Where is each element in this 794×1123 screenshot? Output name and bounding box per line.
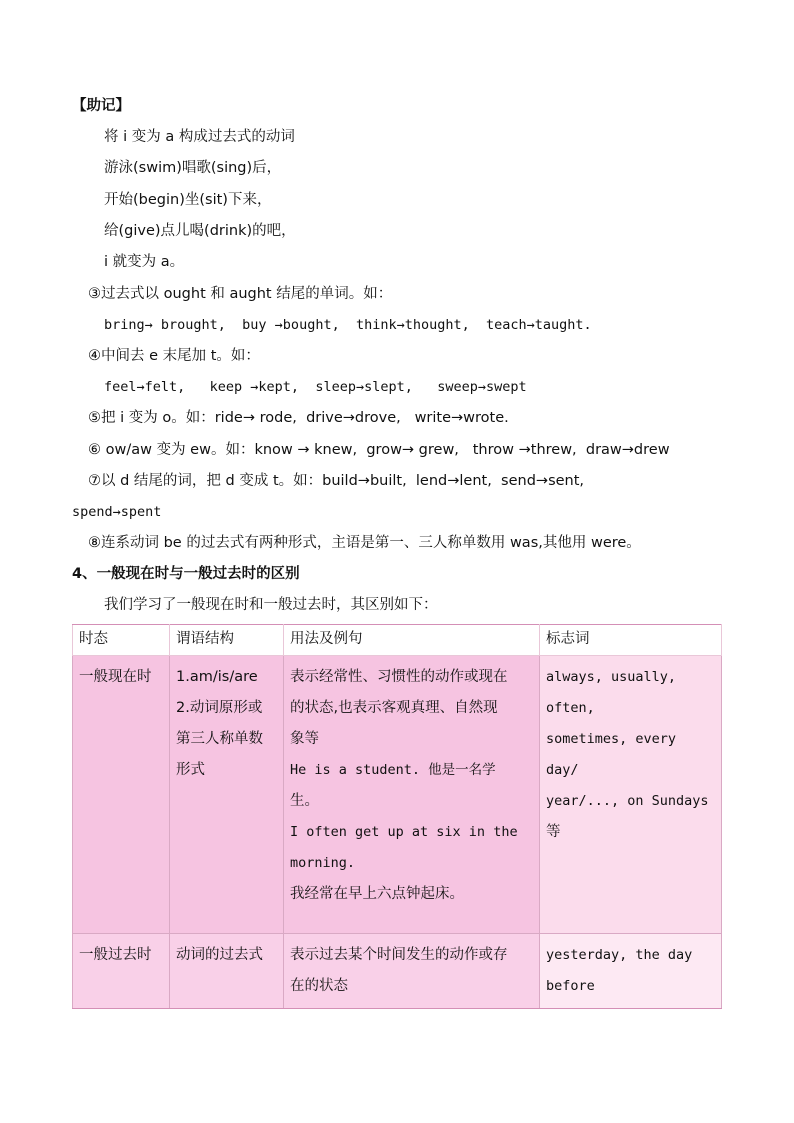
- header-structure: 谓语结构: [170, 625, 284, 656]
- marker-line: often,: [546, 700, 595, 716]
- mnemonic-line: 游泳(swim)唱歌(sing)后，: [104, 160, 282, 176]
- mnemonic-line: 给(give)点儿喝(drink)的吧，: [104, 223, 296, 239]
- usage-line: 表示过去某个时间发生的动作或存: [290, 947, 508, 963]
- usage-line: 象等: [290, 731, 319, 747]
- structure-cell: [170, 934, 284, 1009]
- section-heading: 4、一般现在时与一般过去时的区别: [72, 566, 300, 582]
- structure-line: 1.am/is/are: [176, 669, 258, 685]
- structure-cell: [170, 656, 284, 934]
- usage-line: 的状态,也表示客观真理、自然现: [290, 700, 498, 716]
- structure-line: 第三人称单数: [176, 731, 263, 747]
- usage-cell: [284, 656, 540, 934]
- usage-line: 表示经常性、习惯性的动作或现在: [290, 669, 508, 685]
- markers-cell: [540, 656, 722, 934]
- table-row: [73, 656, 722, 934]
- marker-line: sometimes, every: [546, 731, 677, 747]
- rule-5-line: ⑤把 i 变为 o。如：ride→ rode, drive→drove, write→wrote.: [88, 410, 509, 426]
- usage-line: 我经常在早上六点钟起床。: [290, 886, 464, 902]
- rule-7-line: ⑦以 d 结尾的词，把 d 变成 t。如：build→built, lend→lent, send→sent,: [88, 473, 585, 489]
- marker-line: day/: [546, 762, 579, 778]
- usage-line: morning.: [290, 855, 356, 871]
- rule-6-line: ⑥ ow/aw 变为 ew。如：know → knew, grow→ grew, throw →threw, draw→drew: [88, 442, 670, 458]
- structure-line: 2.动词原形或: [176, 700, 263, 716]
- rule-3-title: ③过去式以 ought 和 aught 结尾的单词。如：: [88, 286, 393, 302]
- header-tense: 时态: [73, 625, 170, 656]
- rule-4-examples: feel→felt, keep →kept, sleep→slept, sweep→swept: [104, 379, 527, 395]
- usage-cell: [284, 934, 540, 1009]
- tense-comparison-table: [72, 624, 722, 1009]
- structure-line: 动词的过去式: [176, 947, 263, 963]
- usage-line: I often get up at six in the: [290, 824, 518, 840]
- header-markers: 标志词: [540, 625, 722, 656]
- markers-cell: [540, 934, 722, 1009]
- mnemonic-line: 将 i 变为 a 构成过去式的动词: [104, 129, 295, 145]
- marker-line: always, usually,: [546, 669, 677, 685]
- mnemonic-title: 【助记】: [72, 98, 130, 114]
- header-usage: 用法及例句: [284, 625, 540, 656]
- mnemonic-line: 开始(begin)坐(sit)下来，: [104, 192, 272, 208]
- rule-8-line: ⑧连系动词 be 的过去式有两种形式，主语是第一、三人称单数用 was,其他用 were。: [88, 535, 641, 551]
- rule-3-examples: bring→ brought, buy →bought, think→thought, teach→taught.: [104, 317, 592, 333]
- tense-cell: 一般过去时: [73, 934, 170, 1009]
- table-row: [73, 934, 722, 1009]
- marker-line: yesterday, the day: [546, 947, 693, 963]
- section-intro: 我们学习了一般现在时和一般过去时，其区别如下：: [104, 597, 438, 613]
- rule-7-continuation: spend→spent: [72, 504, 162, 520]
- structure-line: 形式: [176, 762, 205, 778]
- rule-4-title: ④中间去 e 末尾加 t。如：: [88, 348, 260, 364]
- marker-line: year/..., on Sundays: [546, 793, 709, 809]
- table-header-row: [73, 625, 722, 656]
- usage-line: 生。: [290, 793, 319, 809]
- mnemonic-line: i 就变为 a。: [104, 254, 185, 270]
- tense-cell: 一般现在时: [73, 656, 170, 934]
- marker-line: before: [546, 978, 595, 994]
- marker-line: 等: [546, 824, 561, 840]
- usage-line: 在的状态: [290, 978, 348, 994]
- usage-line: He is a student. 他是一名学: [290, 762, 496, 778]
